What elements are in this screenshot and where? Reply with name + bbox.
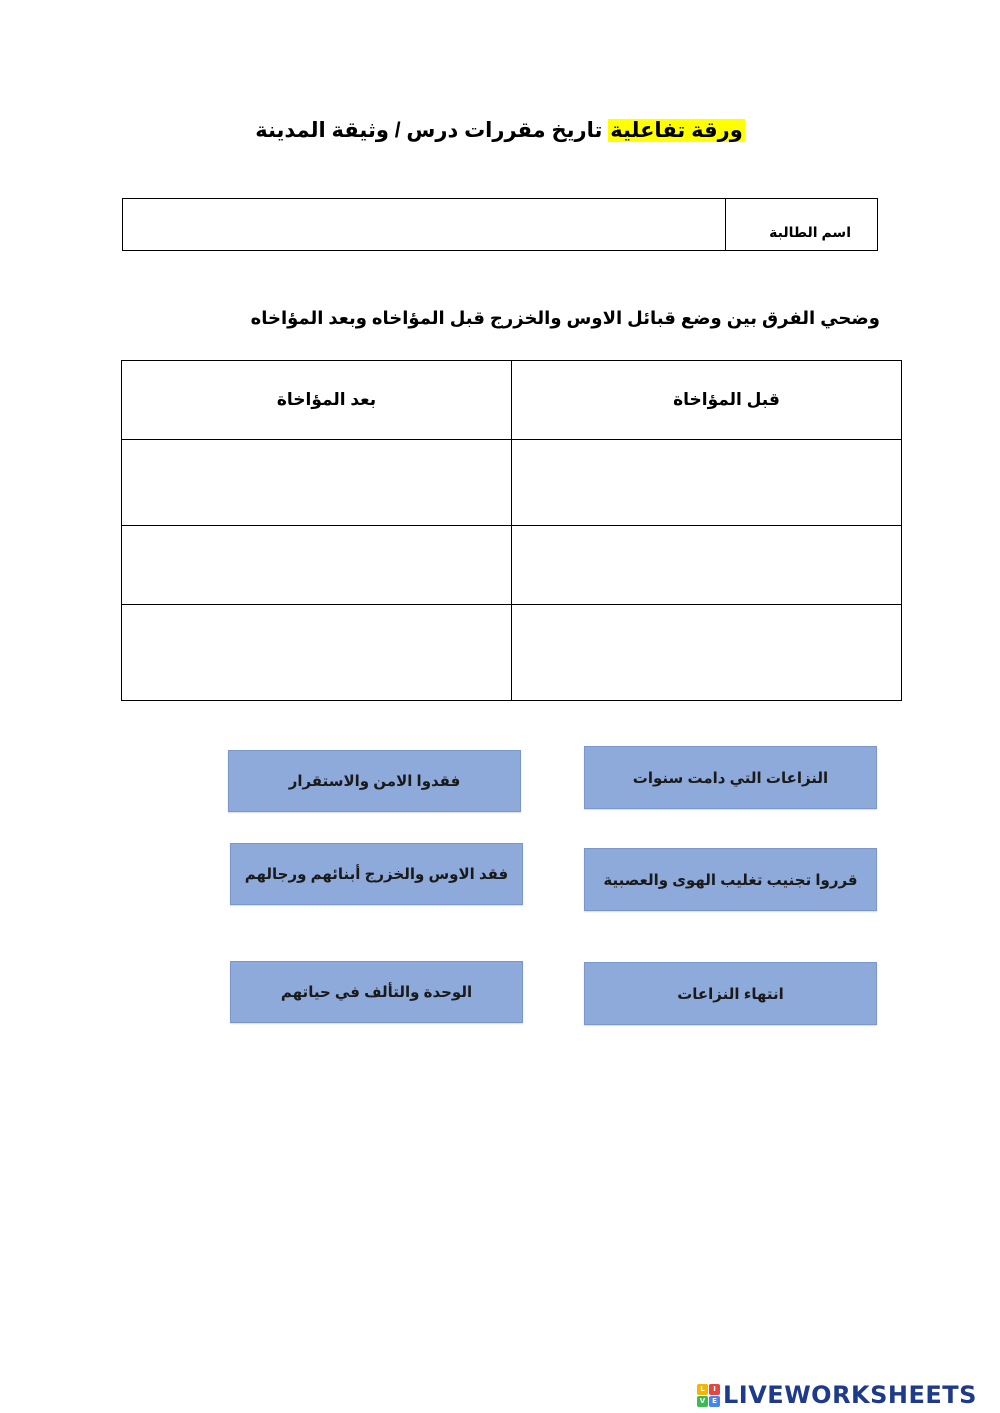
- student-name-input[interactable]: [123, 199, 725, 250]
- logo-tile: I: [709, 1384, 720, 1395]
- table-row: [122, 526, 902, 605]
- table-header-row: [122, 361, 902, 440]
- header-after-brotherhood: بعد المؤاخاة: [276, 390, 377, 409]
- drag-card-lost-security[interactable]: فقدوا الامن والاستقرار: [228, 750, 521, 812]
- question-text: وضحي الفرق بين وضع قبائل الاوس والخزرج قبل المؤاخاه وبعد المؤاخاه: [250, 308, 880, 328]
- drop-zone-before-2[interactable]: [512, 526, 902, 605]
- table-row: [122, 440, 902, 526]
- drop-zone-after-3[interactable]: [122, 605, 512, 701]
- liveworksheets-logo: [697, 1380, 977, 1410]
- header-before-cell: [512, 361, 902, 440]
- logo-tile: E: [709, 1396, 720, 1407]
- logo-mark-icon: [697, 1384, 720, 1407]
- title-rest: تاريخ مقررات درس / وثيقة المدينة: [255, 119, 609, 142]
- student-name-label: اسم الطالبة: [725, 199, 877, 250]
- header-before-brotherhood: قبل المؤاخاة: [673, 390, 780, 409]
- drag-card-lost-sons[interactable]: فقد الاوس والخزرج أبنائهم ورجالهم: [230, 843, 523, 905]
- logo-tile: V: [697, 1396, 708, 1407]
- table-row: [122, 605, 902, 701]
- drop-zone-before-1[interactable]: [512, 440, 902, 526]
- drag-card-long-conflicts[interactable]: النزاعات التي دامت سنوات: [584, 746, 877, 809]
- drag-card-end-conflicts[interactable]: انتهاء النزاعات: [584, 962, 877, 1025]
- drag-card-unity[interactable]: الوحدة والتألف في حياتهم: [230, 961, 523, 1023]
- comparison-table: [121, 360, 902, 701]
- drop-zone-after-2[interactable]: [122, 526, 512, 605]
- logo-tile: L: [697, 1384, 708, 1395]
- worksheet-title: [0, 118, 1000, 143]
- title-highlight: ورقة تفاعلية: [610, 119, 743, 142]
- header-after-cell: [122, 361, 512, 440]
- logo-text: LIVEWORKSHEETS: [723, 1381, 977, 1409]
- drop-zone-before-3[interactable]: [512, 605, 902, 701]
- student-name-box: [122, 198, 878, 251]
- drop-zone-after-1[interactable]: [122, 440, 512, 526]
- drag-card-avoid-bias[interactable]: قرروا تجنيب تغليب الهوى والعصبية: [584, 848, 877, 911]
